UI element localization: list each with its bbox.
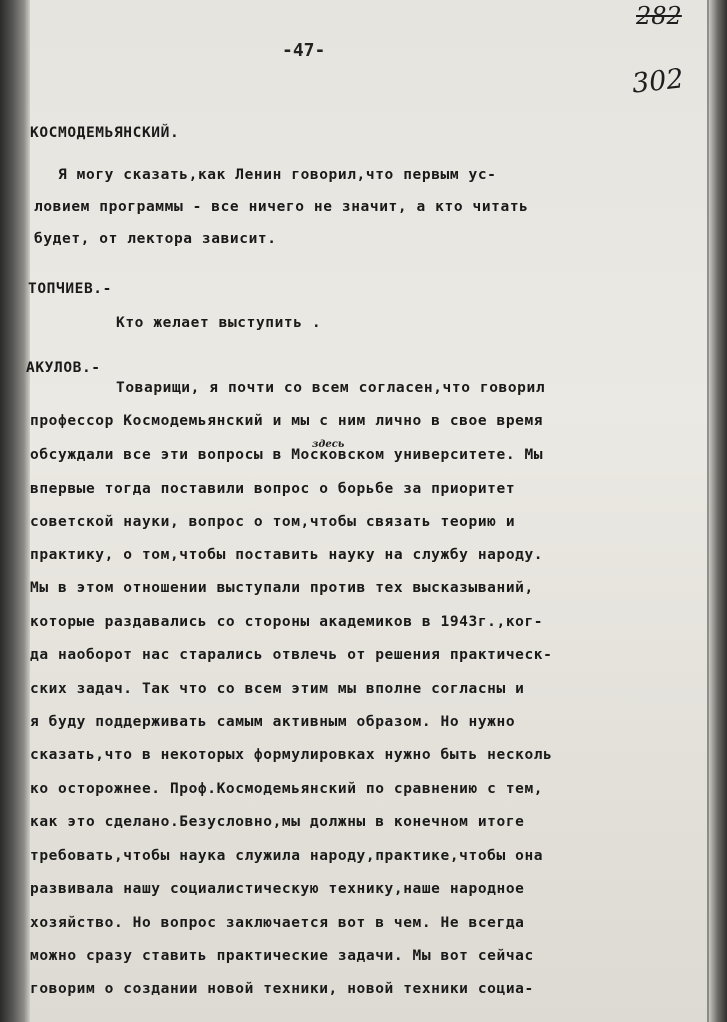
- text-line: советской науки, вопрос о том,чтобы связать теорию и: [30, 514, 516, 530]
- speaker-kosmodemyansky: КОСМОДЕМЬЯНСКИЙ.: [30, 125, 180, 141]
- text-line: говорим о создании новой техники, новой техники социа-: [30, 981, 534, 997]
- text-line: ловием программы - все ничего не значит, а кто читать: [34, 199, 529, 215]
- text-line: Товарищи, я почти со всем согласен,что говорил: [116, 380, 546, 396]
- text-line: которые раздавались со стороны академиков в 1943г.,ког-: [30, 614, 544, 630]
- text-line: развивала нашу социалистическую технику,наше народное: [30, 881, 525, 897]
- text-line: впервые тогда поставили вопрос о борьбе за приоритет: [30, 481, 516, 497]
- speaker-akulov: АКУЛОВ.-: [26, 360, 101, 376]
- handwritten-insert: здесь: [312, 439, 345, 450]
- text-line: я буду поддерживать самым активным образом. Но нужно: [30, 714, 516, 730]
- text-line: профессор Космодемьянский и мы с ним лично в свое время: [30, 413, 544, 429]
- archive-number: 302: [630, 63, 686, 100]
- text-line: требовать,чтобы наука служила народу,практике,чтобы она: [30, 848, 544, 864]
- text-line: Мы в этом отношении выступали против тех высказываний,: [30, 580, 534, 596]
- film-edge-right: [709, 0, 727, 1022]
- text-line: как это сделано.Безусловно,мы должны в конечном итоге: [30, 814, 525, 830]
- text-line: обсуждали все эти вопросы в Московском университете. Мы: [30, 447, 544, 463]
- text-line: хозяйство. Но вопрос заключается вот в чем. Не всегда: [30, 915, 525, 931]
- text-line: будет, от лектора зависит.: [34, 231, 277, 247]
- text-line: Я могу сказать,как Ленин говорил,что первым ус-: [58, 167, 497, 183]
- text-line: можно сразу ставить практические задачи. Мы вот сейчас: [30, 948, 534, 964]
- text-line: сказать,что в некоторых формулировках нужно быть несколь: [30, 747, 553, 763]
- film-edge-left: [0, 0, 30, 1022]
- archive-number-crossed: 282: [636, 2, 682, 30]
- text-line: да наоборот нас старались отвлечь от решения практическ-: [30, 647, 553, 663]
- page-crease: [707, 0, 709, 1022]
- text-line: ских задач. Так что со всем этим мы вполне согласны и: [30, 681, 525, 697]
- text-line: практику, о том,чтобы поставить науку на службу народу.: [30, 547, 544, 563]
- text-line: ко осторожнее. Проф.Космодемьянский по сравнению с тем,: [30, 781, 544, 797]
- speaker-topchiev: ТОПЧИЕВ.-: [28, 281, 112, 297]
- page-number: -47-: [282, 40, 326, 61]
- text-line: Кто желает выступить .: [116, 315, 322, 331]
